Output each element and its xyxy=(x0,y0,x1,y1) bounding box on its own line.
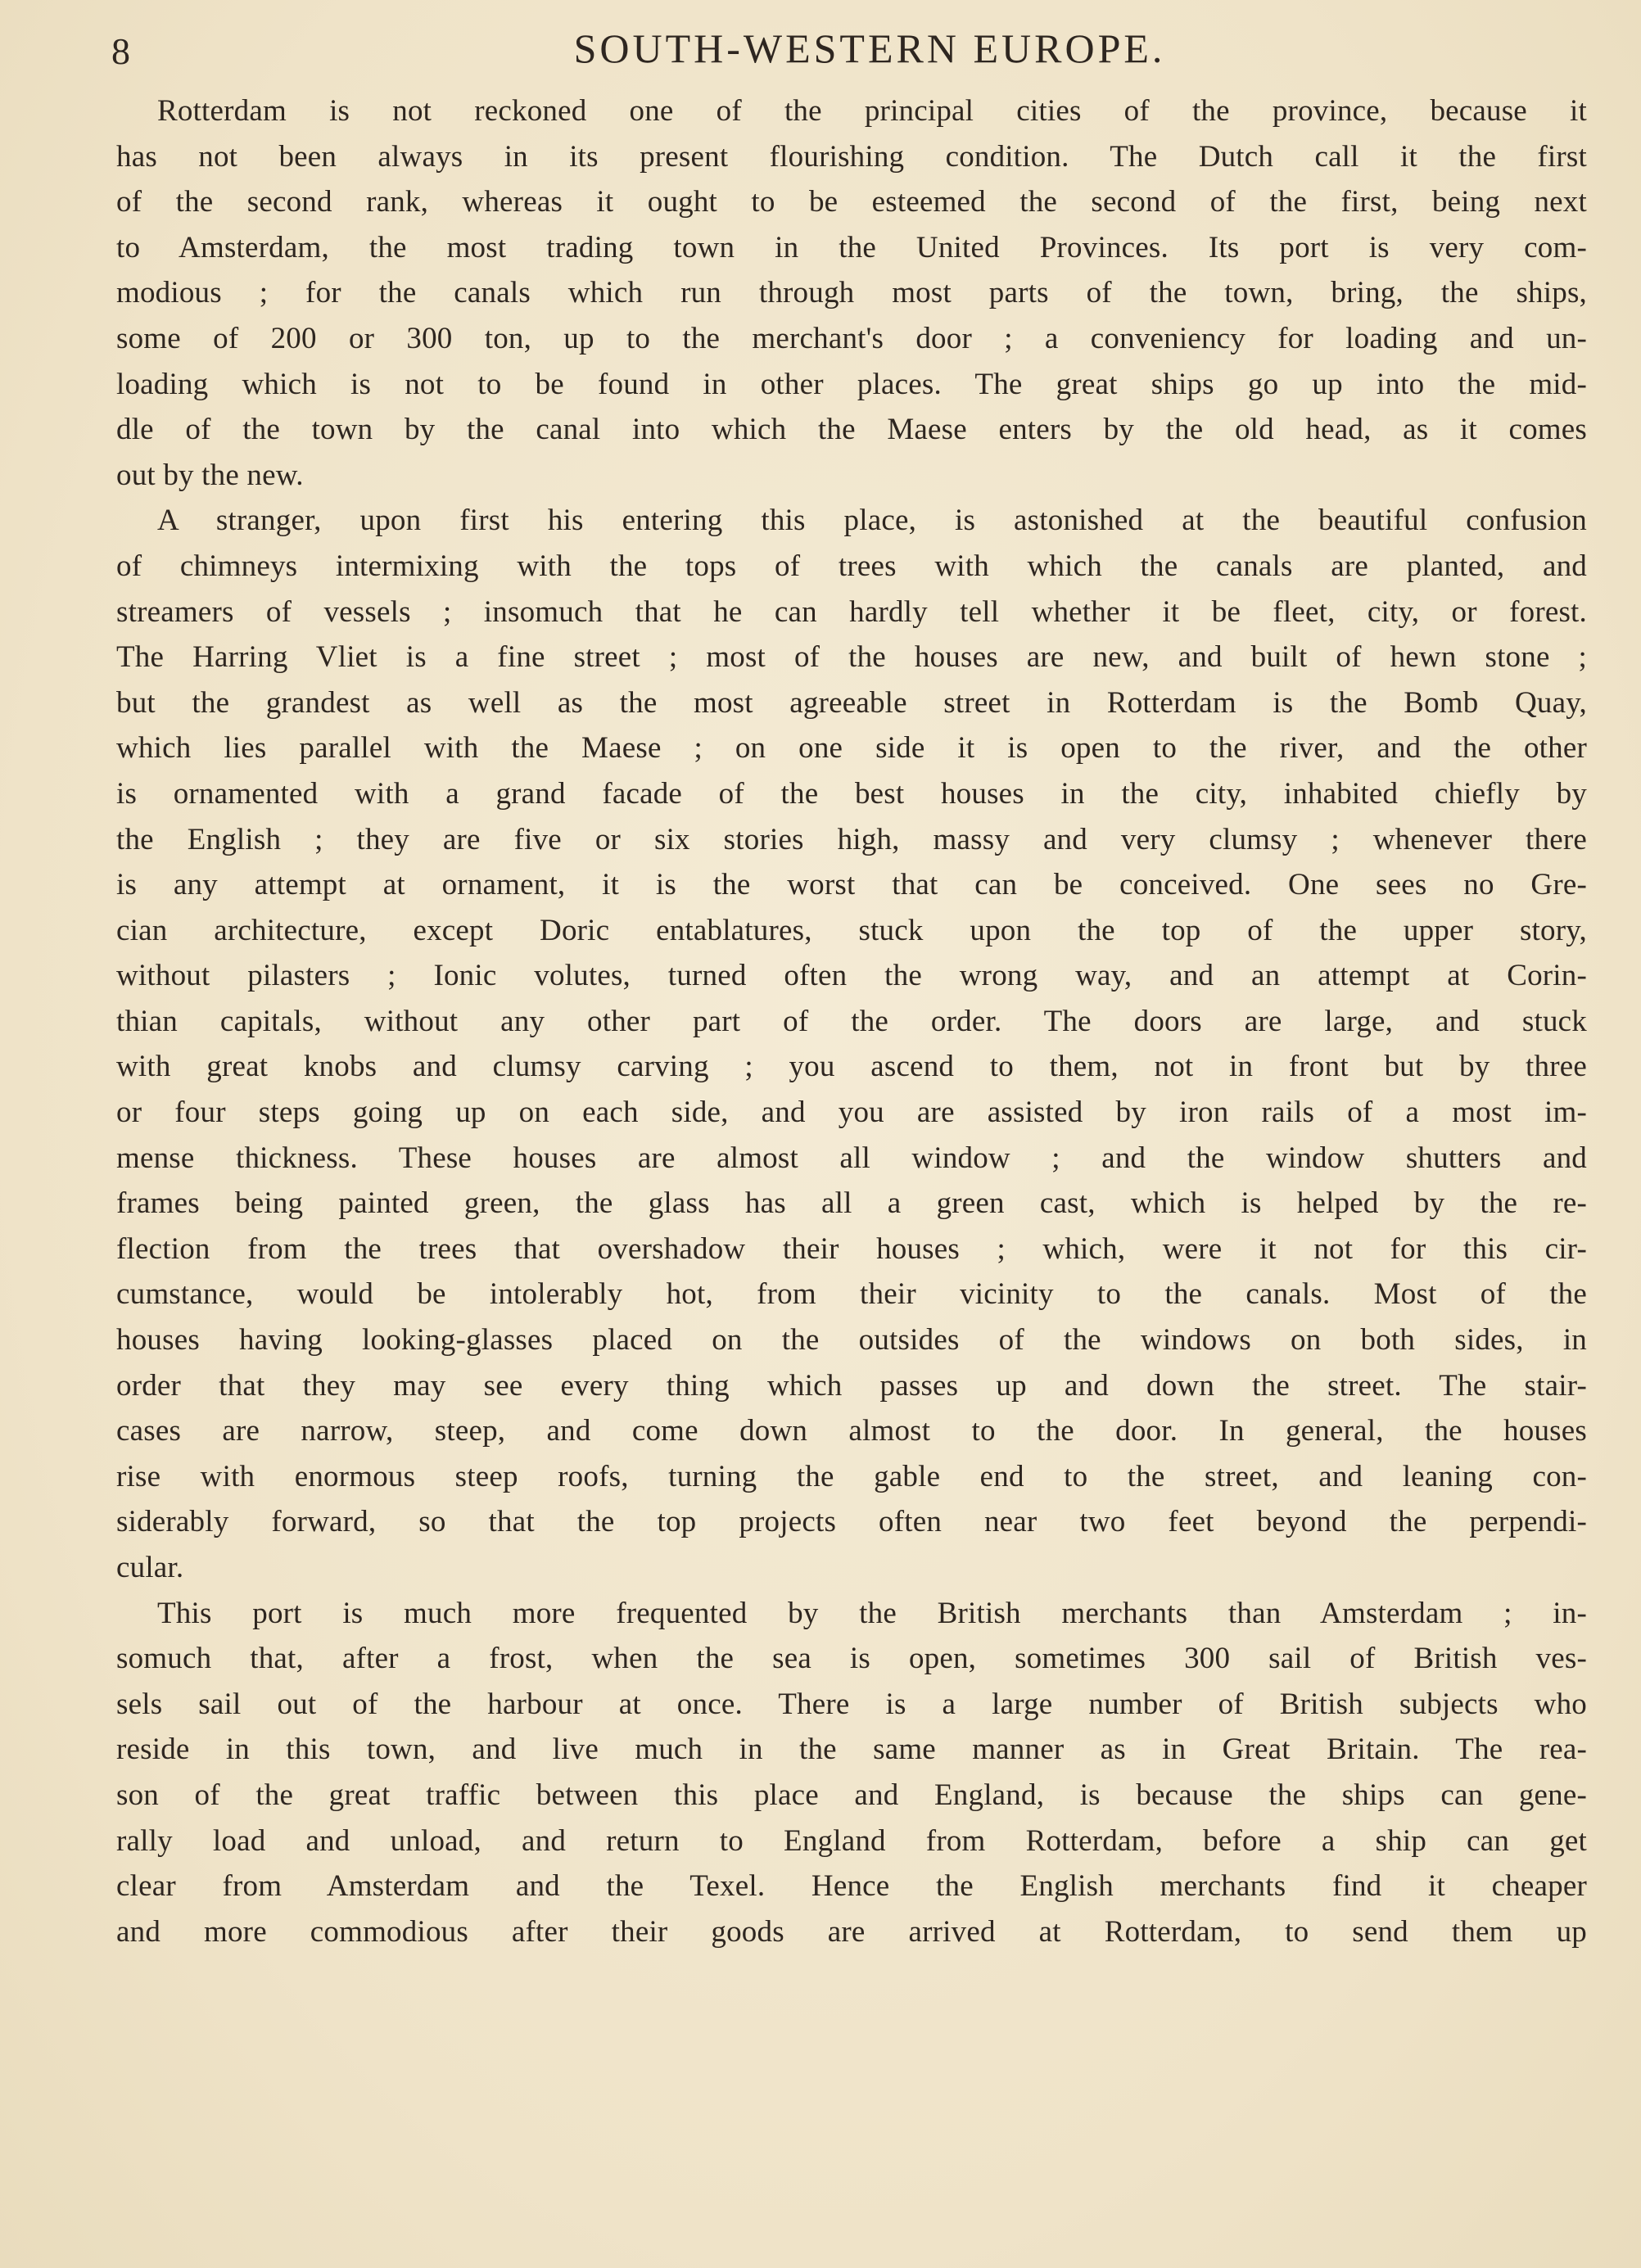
text-line: mense thickness. These houses are almost all window ; and the window shutters and xyxy=(116,1141,1587,1175)
text-line: somuch that, after a frost, when the sea is open, sometimes 300 sail of British ves- xyxy=(116,1642,1587,1676)
page-header xyxy=(111,25,1595,82)
text-line: the English ; they are five or six stories high, massy and very clumsy ; whenever there xyxy=(116,822,1587,856)
text-line: loading which is not to be found in other places. The great ships go up into the mid- xyxy=(116,367,1587,401)
text-line: to Amsterdam, the most trading town in the United Provinces. Its port is very com- xyxy=(116,230,1587,264)
text-line: of the second rank, whereas it ought to be esteemed the second of the first, being next xyxy=(116,185,1587,219)
text-line: This port is much more frequented by the British merchants than Amsterdam ; in- xyxy=(157,1596,1587,1630)
text-line: siderably forward, so that the top projects often near two feet beyond the perpendi- xyxy=(116,1505,1587,1539)
text-line: without pilasters ; Ionic volutes, turned often the wrong way, and an attempt at Corin- xyxy=(116,959,1587,993)
text-line: order that they may see every thing which passes up and down the street. The stair- xyxy=(116,1368,1587,1403)
text-line: some of 200 or 300 ton, up to the merchant's door ; a conveniency for loading and un- xyxy=(116,321,1587,355)
text-line: out by the new. xyxy=(116,458,304,492)
text-line: houses having looking-glasses placed on the outsides of the windows on both sides, in xyxy=(116,1323,1587,1358)
text-line: reside in this town, and live much in the same manner as in Great Britain. The rea- xyxy=(116,1733,1587,1767)
text-line: which lies parallel with the Maese ; on one side it is open to the river, and the other xyxy=(116,731,1587,766)
text-line: Rotterdam is not reckoned one of the principal cities of the province, because it xyxy=(157,94,1587,128)
text-line: streamers of vessels ; insomuch that he can hardly tell whether it be fleet, city, or forest. xyxy=(116,594,1587,629)
text-line: son of the great traffic between this place and England, is because the ships can gene- xyxy=(116,1778,1587,1812)
page-number: 8 xyxy=(111,30,131,72)
text-line: cases are narrow, steep, and come down almost to the door. In general, the houses xyxy=(116,1414,1587,1448)
text-line: frames being painted green, the glass has all a green cast, which is helped by the re- xyxy=(116,1186,1587,1221)
text-line: clear from Amsterdam and the Texel. Hence the English merchants find it cheaper xyxy=(116,1869,1587,1904)
running-title: SOUTH-WESTERN EUROPE. xyxy=(573,25,1166,71)
text-line: dle of the town by the canal into which the Maese enters by the old head, as it comes xyxy=(116,413,1587,447)
body-text xyxy=(116,88,1587,1954)
text-line: of chimneys intermixing with the tops of trees with which the canals are planted, and xyxy=(116,549,1587,583)
text-line: thian capitals, without any other part of the order. The doors are large, and stuck xyxy=(116,1004,1587,1038)
text-line: cian architecture, except Doric entablatures, stuck upon the top of the upper story, xyxy=(116,913,1587,947)
text-line: The Harring Vliet is a fine street ; most of the houses are new, and built of hewn stone ; xyxy=(116,640,1587,675)
text-line: or four steps going up on each side, and you are assisted by iron rails of a most im- xyxy=(116,1096,1587,1130)
text-line: is ornamented with a grand facade of the best houses in the city, inhabited chiefly by xyxy=(116,776,1587,811)
text-line: with great knobs and clumsy carving ; you ascend to them, not in front but by three xyxy=(116,1050,1587,1084)
text-line: but the grandest as well as the most agreeable street in Rotterdam is the Bomb Quay, xyxy=(116,685,1587,720)
text-line: flection from the trees that overshadow their houses ; which, were it not for this cir- xyxy=(116,1231,1587,1266)
text-line: modious ; for the canals which run through most parts of the town, bring, the ships, xyxy=(116,276,1587,310)
text-line: cumstance, would be intolerably hot, from their vicinity to the canals. Most of the xyxy=(116,1277,1587,1312)
text-line: cular. xyxy=(116,1551,184,1584)
text-line: has not been always in its present flourishing condition. The Dutch call it the first xyxy=(116,139,1587,174)
text-line: rally load and unload, and return to England from Rotterdam, before a ship can get xyxy=(116,1823,1587,1858)
text-line: is any attempt at ornament, it is the worst that can be conceived. One sees no Gre- xyxy=(116,868,1587,902)
text-line: and more commodious after their goods are arrived at Rotterdam, to send them up xyxy=(116,1914,1587,1949)
text-line: rise with enormous steep roofs, turning the gable end to the street, and leaning con- xyxy=(116,1459,1587,1493)
text-line: A stranger, upon first his entering this place, is astonished at the beautiful confusion xyxy=(157,504,1587,538)
text-line: sels sail out of the harbour at once. There is a large number of British subjects who xyxy=(116,1687,1587,1721)
